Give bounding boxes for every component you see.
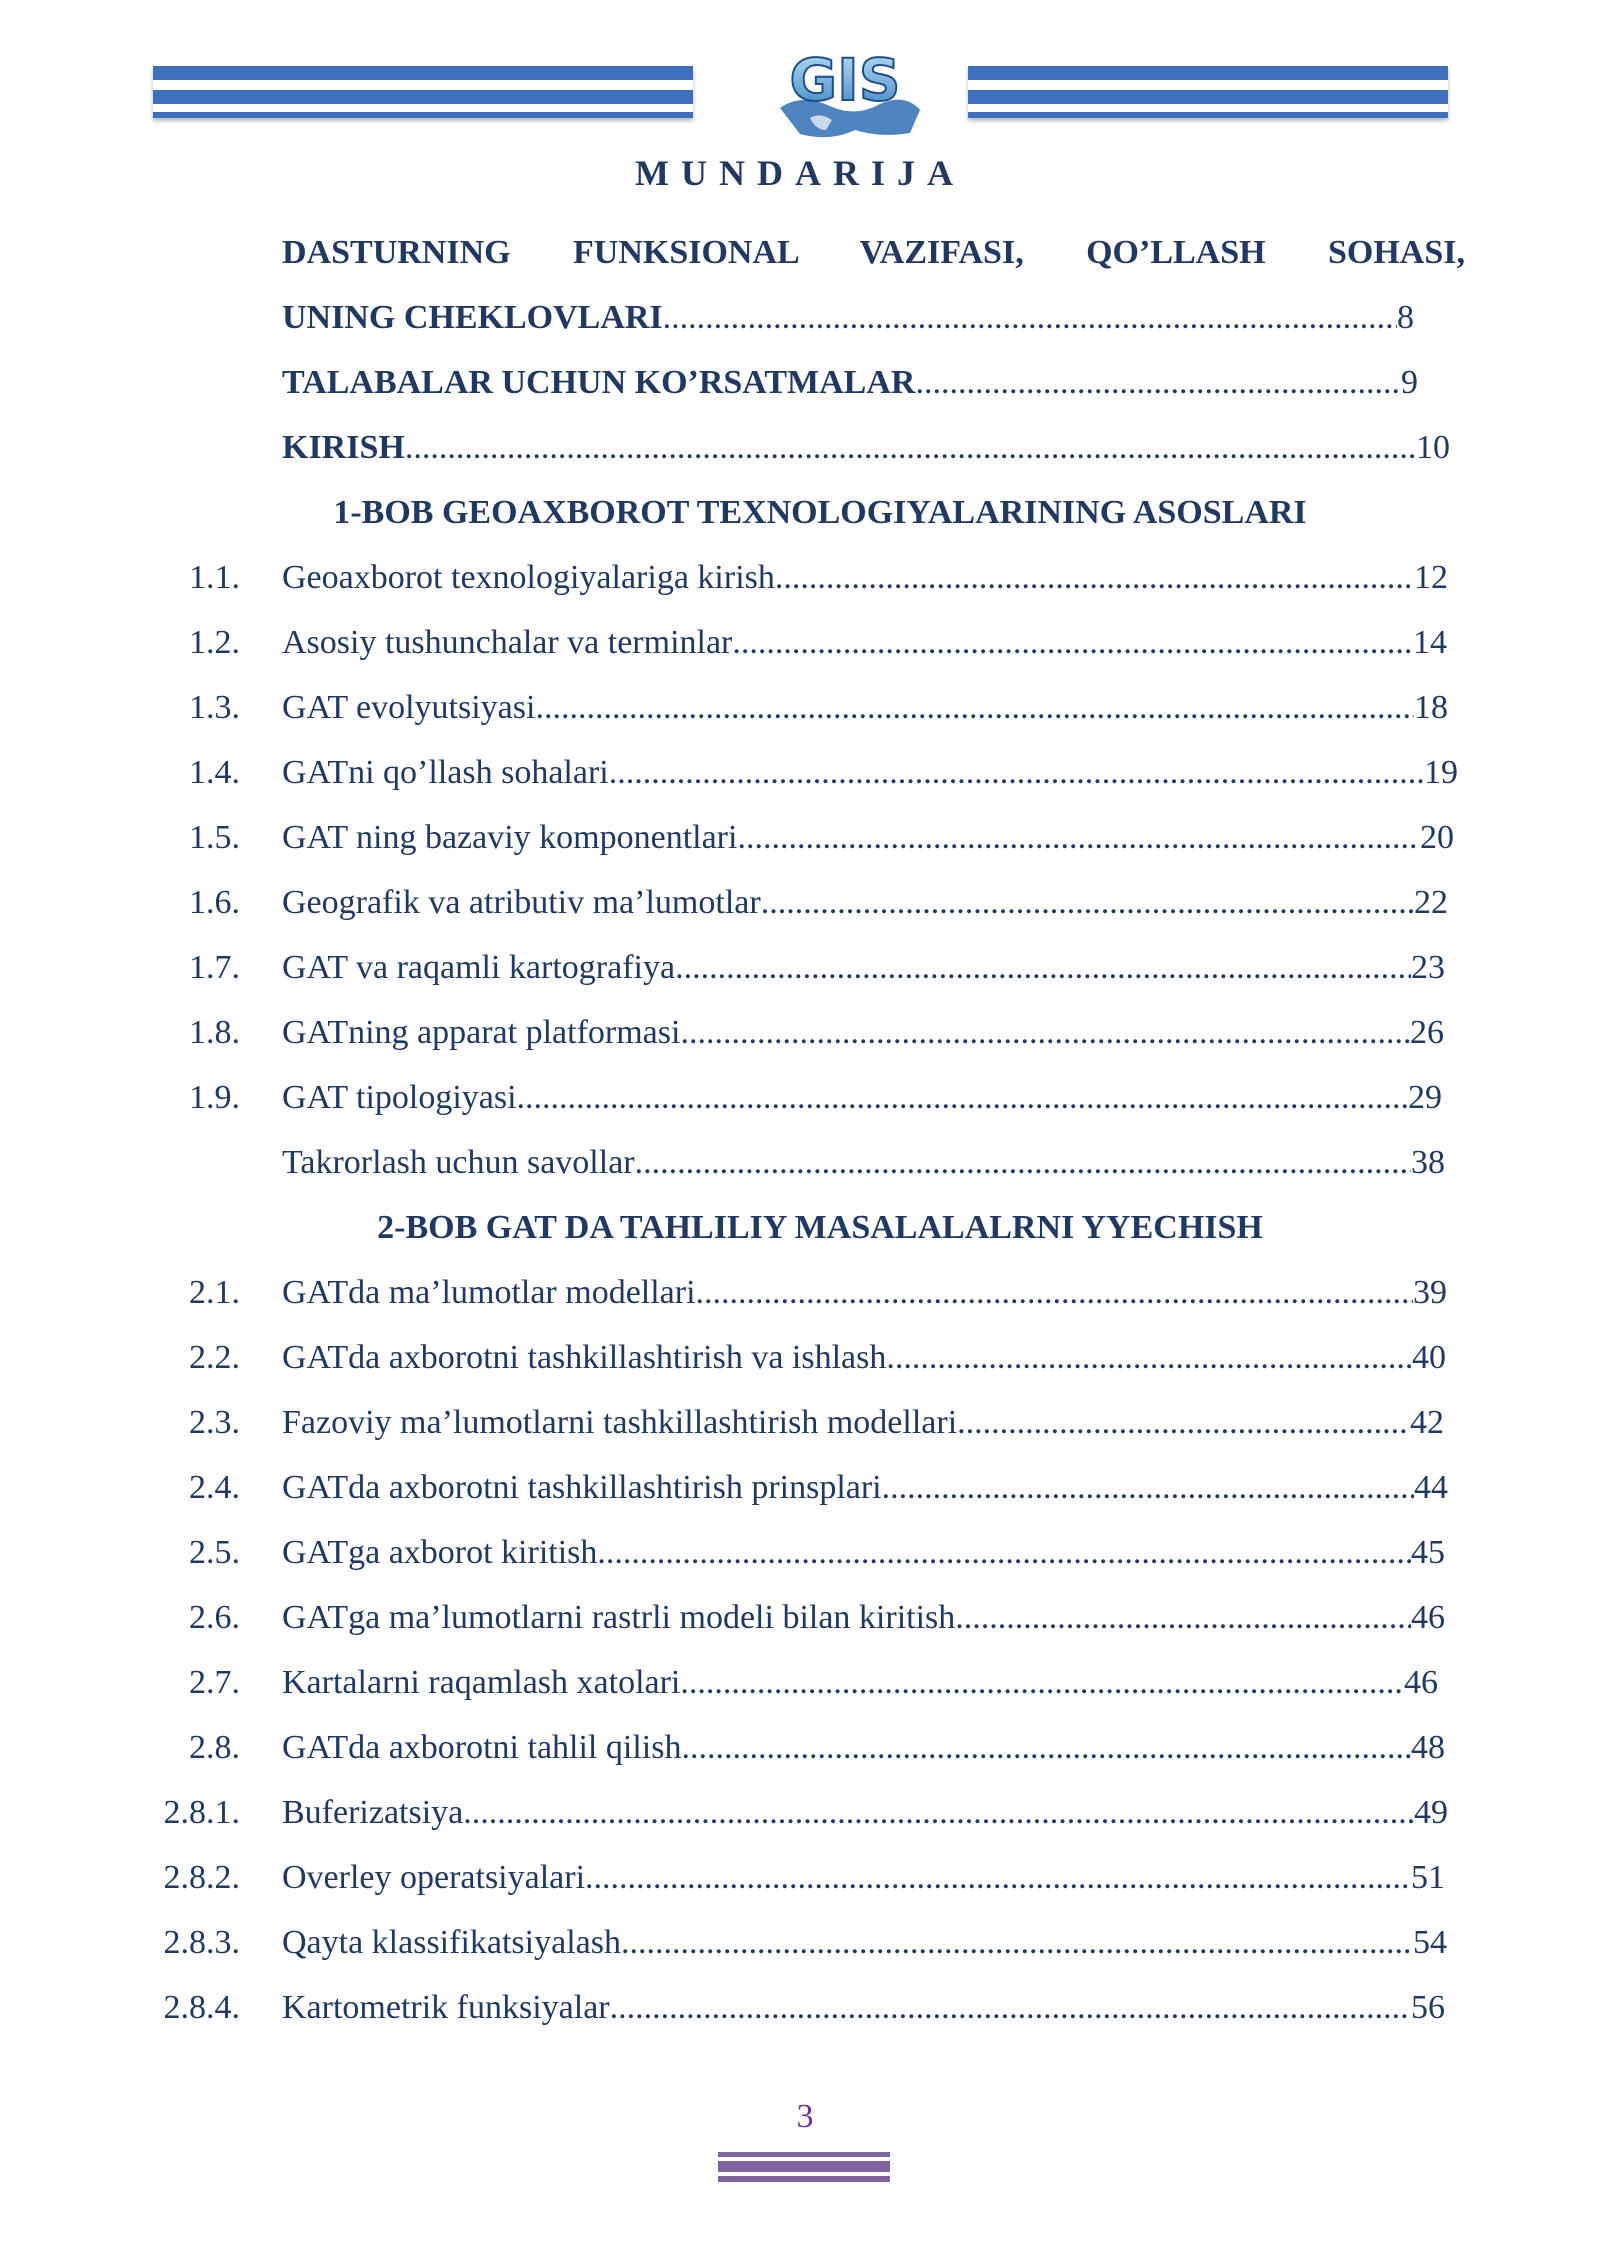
toc-entry-page: 10 xyxy=(1416,429,1450,466)
toc-entry-title: Kartometrik funksiyalar xyxy=(282,1989,610,2026)
toc-entry-title: GAT ning bazaviy komponentlari xyxy=(282,819,738,856)
chapter-2-heading[interactable]: 2-BOB GAT DA TAHLILIY MASALALALRNI YYECHISH xyxy=(377,1209,1263,1246)
toc-entry-page: 42 xyxy=(1410,1404,1444,1441)
dot-leader xyxy=(681,1715,1411,1780)
toc-entry-page: 26 xyxy=(1410,1014,1444,1051)
toc-entry-page: 8 xyxy=(1397,299,1414,336)
toc-item-1-9[interactable] xyxy=(0,1065,1600,1130)
toc-item-number: 2.2. xyxy=(189,1339,240,1376)
toc-entry-page: 51 xyxy=(1411,1859,1445,1896)
dot-leader xyxy=(621,1910,1413,1975)
toc-entry-title: Overley operatsiyalari xyxy=(282,1859,586,1896)
page-title: MUNDARIJA xyxy=(635,153,965,193)
toc-entry xyxy=(282,1715,1445,1780)
toc-entry xyxy=(282,935,1445,1000)
toc-entry xyxy=(282,415,1450,480)
toc-entry xyxy=(282,1130,1445,1195)
toc-entry xyxy=(282,1260,1447,1325)
toc-item-2-3[interactable] xyxy=(0,1390,1600,1455)
dot-leader xyxy=(680,1650,1404,1715)
toc-entry-page: 44 xyxy=(1414,1469,1448,1506)
toc-item-number: 2.8.3. xyxy=(163,1924,240,1961)
toc-entry xyxy=(282,740,1458,805)
toc-item-2-5[interactable] xyxy=(0,1520,1600,1585)
toc-entry xyxy=(282,1325,1446,1390)
toc-item-number: 2.3. xyxy=(189,1404,240,1441)
toc-entry-title: GATni qo’llash sohalari xyxy=(282,754,609,791)
toc-entry-page: 14 xyxy=(1413,624,1447,661)
toc-entry-title: GATda axborotni tahlil qilish xyxy=(282,1729,682,1766)
toc-entry xyxy=(282,350,1418,415)
page-number: 3 xyxy=(796,2098,814,2135)
toc-item-number: 2.8. xyxy=(189,1729,240,1766)
dot-leader xyxy=(517,1065,1408,1130)
toc-entry xyxy=(282,285,1414,350)
toc-item-number: 2.8.4. xyxy=(163,1989,240,2026)
header-band-left xyxy=(153,66,693,118)
toc-intro-3[interactable] xyxy=(0,415,1600,480)
toc-item-1-8[interactable] xyxy=(0,1000,1600,1065)
dot-leader xyxy=(635,1130,1411,1195)
toc-entry-page: 38 xyxy=(1411,1144,1445,1181)
toc-entry-title: GATga ma’lumotlarni rastrli modeli bilan kiritish xyxy=(282,1599,956,1636)
toc-entry xyxy=(282,1455,1448,1520)
toc-item-2-8[interactable] xyxy=(0,1715,1600,1780)
toc-entry-page: 19 xyxy=(1424,754,1458,791)
dot-leader xyxy=(915,350,1401,415)
toc-entry-title: GATda axborotni tashkillashtirish prinsplari xyxy=(282,1469,882,1506)
dot-leader xyxy=(675,935,1411,1000)
toc-item-2-8-1[interactable] xyxy=(0,1780,1600,1845)
dot-leader xyxy=(609,740,1424,805)
toc-entry-title: GATda ma’lumotlar modellari xyxy=(282,1274,696,1311)
toc-item-1-4[interactable] xyxy=(0,740,1600,805)
dot-leader xyxy=(737,805,1420,870)
toc-entry-page: 48 xyxy=(1411,1729,1445,1766)
toc-entry-page: 45 xyxy=(1411,1534,1445,1571)
toc-item-number: 1.7. xyxy=(189,949,240,986)
toc-item-number: 1.4. xyxy=(189,754,240,791)
toc-entry-title: Geografik va atributiv ma’lumotlar xyxy=(282,884,761,921)
toc-entry xyxy=(282,545,1448,610)
dot-leader xyxy=(585,1845,1411,1910)
toc-item-1-3[interactable] xyxy=(0,675,1600,740)
toc-item-number: 2.6. xyxy=(189,1599,240,1636)
toc-entry-title: GATda axborotni tashkillashtirish va ishlash xyxy=(282,1339,887,1376)
toc-item-2-6[interactable] xyxy=(0,1585,1600,1650)
toc-entry-title: Qayta klassifikatsiyalash xyxy=(282,1924,621,1961)
toc-entry xyxy=(282,1390,1444,1455)
dot-leader xyxy=(405,415,1416,480)
toc-entry xyxy=(282,1975,1445,2040)
toc-entry-page: 20 xyxy=(1420,819,1454,856)
header-band-right xyxy=(968,66,1448,118)
dot-leader xyxy=(957,1390,1410,1455)
dot-leader xyxy=(886,1325,1412,1390)
toc-intro-1-line-1[interactable]: DASTURNING FUNKSIONAL VAZIFASI, QO’LLASH SOHASI, xyxy=(282,234,1465,271)
toc-item-2-2[interactable] xyxy=(0,1325,1600,1390)
toc-entry-title: Geoaxborot texnologiyalariga kirish xyxy=(282,559,775,596)
toc-entry-title: TALABALAR UCHUN KO’RSATMALAR xyxy=(282,364,916,401)
toc-item-2-7[interactable] xyxy=(0,1650,1600,1715)
toc-entry xyxy=(282,610,1447,675)
toc-item-1-6[interactable] xyxy=(0,870,1600,935)
toc-entry xyxy=(282,1585,1445,1650)
svg-text:GIS: GIS xyxy=(789,46,901,114)
toc-entry xyxy=(282,1000,1444,1065)
toc-entry-title: Takrorlash uchun savollar xyxy=(282,1144,635,1181)
toc-item-1-2[interactable] xyxy=(0,610,1600,675)
toc-entry-page: 18 xyxy=(1414,689,1448,726)
toc-entry-page: 56 xyxy=(1411,1989,1445,2026)
dot-leader xyxy=(775,545,1414,610)
toc-entry-title: Asosiy tushunchalar va terminlar xyxy=(282,624,733,661)
dot-leader xyxy=(610,1975,1411,2040)
toc-entry-page: 46 xyxy=(1411,1599,1445,1636)
toc-entry-page: 29 xyxy=(1408,1079,1442,1116)
toc-item-number: 1.6. xyxy=(189,884,240,921)
toc-item-2-8-4[interactable] xyxy=(0,1975,1600,2040)
toc-entry-page: 23 xyxy=(1411,949,1445,986)
toc-item-review-questions[interactable] xyxy=(0,1130,1600,1195)
toc-entry-page: 46 xyxy=(1404,1664,1438,1701)
toc-entry-page: 9 xyxy=(1401,364,1418,401)
dot-leader xyxy=(597,1520,1411,1585)
dot-leader xyxy=(882,1455,1414,1520)
toc-entry xyxy=(282,1520,1445,1585)
toc-entry xyxy=(282,675,1448,740)
dot-leader xyxy=(663,285,1397,350)
toc-item-number: 1.2. xyxy=(189,624,240,661)
dot-leader xyxy=(955,1585,1411,1650)
dot-leader xyxy=(761,870,1414,935)
toc-item-number: 2.7. xyxy=(189,1664,240,1701)
toc-item-2-4[interactable] xyxy=(0,1455,1600,1520)
toc-entry-title: GATga axborot kiritish xyxy=(282,1534,598,1571)
toc-entry xyxy=(282,805,1454,870)
toc-item-2-1[interactable] xyxy=(0,1260,1600,1325)
dot-leader xyxy=(680,1000,1410,1065)
toc-entry-title: KIRISH xyxy=(282,429,405,466)
toc-entry-title: GAT tipologiyasi xyxy=(282,1079,517,1116)
toc-item-number: 1.9. xyxy=(189,1079,240,1116)
toc-item-number: 2.8.2. xyxy=(163,1859,240,1896)
dot-leader xyxy=(732,610,1413,675)
toc-entry-title: GAT va raqamli kartografiya xyxy=(282,949,676,986)
toc-item-number: 1.8. xyxy=(189,1014,240,1051)
toc-item-number: 1.5. xyxy=(189,819,240,856)
toc-item-number: 2.4. xyxy=(189,1469,240,1506)
toc-item-2-8-3[interactable] xyxy=(0,1910,1600,1975)
toc-entry-page: 39 xyxy=(1413,1274,1447,1311)
toc-item-number: 1.1. xyxy=(189,559,240,596)
toc-entry-title: Kartalarni raqamlash xatolari xyxy=(282,1664,681,1701)
toc-entry-page: 54 xyxy=(1413,1924,1447,1961)
toc-item-number: 2.8.1. xyxy=(163,1794,240,1831)
toc-entry-title: UNING CHEKLOVLARI xyxy=(282,299,663,336)
gis-logo xyxy=(760,38,930,148)
toc-item-number: 2.1. xyxy=(189,1274,240,1311)
dot-leader xyxy=(535,675,1414,740)
toc-item-number: 2.5. xyxy=(189,1534,240,1571)
toc-entry xyxy=(282,1845,1445,1910)
dot-leader xyxy=(696,1260,1413,1325)
toc-item-2-8-2[interactable] xyxy=(0,1845,1600,1910)
toc-item-1-7[interactable] xyxy=(0,935,1600,1000)
toc-entry xyxy=(282,870,1448,935)
toc-entry xyxy=(282,1910,1447,1975)
footer-decorative-bar xyxy=(718,2152,890,2182)
toc-entry-title: Fazoviy ma’lumotlarni tashkillashtirish modellari xyxy=(282,1404,958,1441)
toc-item-1-1[interactable] xyxy=(0,545,1600,610)
toc-entry-page: 40 xyxy=(1412,1339,1446,1376)
toc-intro-2[interactable] xyxy=(0,350,1600,415)
toc-entry xyxy=(282,1065,1442,1130)
toc-item-1-5[interactable] xyxy=(0,805,1600,870)
toc-entry-page: 49 xyxy=(1414,1794,1448,1831)
dot-leader xyxy=(463,1780,1414,1845)
toc-intro-1[interactable] xyxy=(0,285,1600,350)
toc-entry xyxy=(282,1650,1438,1715)
toc-entry-title: GATning apparat platformasi xyxy=(282,1014,681,1051)
toc-entry-title: Buferizatsiya xyxy=(282,1794,464,1831)
toc-entry-page: 12 xyxy=(1414,559,1448,596)
toc-item-number: 1.3. xyxy=(189,689,240,726)
chapter-1-heading[interactable]: 1-BOB GEOAXBOROT TEXNOLOGIYALARINING ASOSLARI xyxy=(333,494,1307,531)
toc-entry-page: 22 xyxy=(1414,884,1448,921)
toc-entry-title: GAT evolyutsiyasi xyxy=(282,689,536,726)
toc-entry xyxy=(282,1780,1448,1845)
